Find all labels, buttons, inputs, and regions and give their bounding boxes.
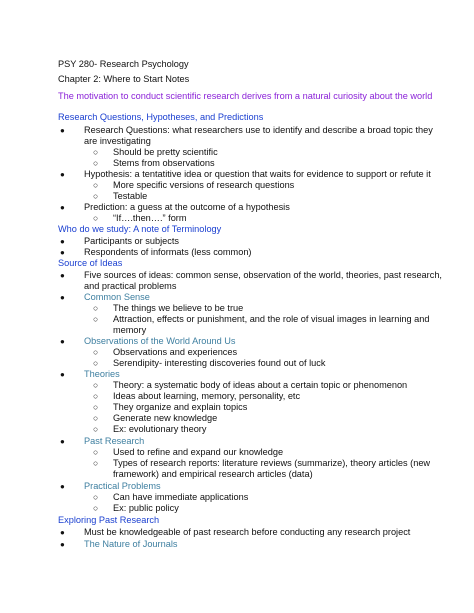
subheading-theories: Theories bbox=[84, 369, 120, 379]
bullet-hollow-icon: ○ bbox=[93, 191, 99, 201]
bullet-filled-icon: ● bbox=[60, 248, 65, 257]
bullet-filled-icon: ● bbox=[60, 437, 65, 446]
bullet-filled-icon: ● bbox=[60, 337, 65, 346]
sub-list-item: Serendipity- interesting discoveries found out of luck bbox=[113, 358, 326, 368]
bullet-hollow-icon: ○ bbox=[93, 424, 99, 434]
subheading-observations: Observations of the World Around Us bbox=[84, 336, 236, 346]
sub-list-item: Should be pretty scientific bbox=[113, 147, 218, 157]
list-item: Participants or subjects bbox=[84, 236, 179, 246]
bullet-hollow-icon: ○ bbox=[93, 147, 99, 157]
list-item: Five sources of ideas: common sense, observation of the world, theories, past research, bbox=[84, 270, 442, 280]
section-heading-exploring-past-research: Exploring Past Research bbox=[58, 515, 160, 525]
bullet-filled-icon: ● bbox=[60, 271, 65, 280]
sub-list-item: Ex: evolutionary theory bbox=[113, 424, 207, 434]
subheading-nature-of-journals: The Nature of Journals bbox=[84, 539, 178, 549]
bullet-filled-icon: ● bbox=[60, 237, 65, 246]
bullet-filled-icon: ● bbox=[60, 170, 65, 179]
sub-list-item: Can have immediate applications bbox=[113, 492, 249, 502]
list-item: Prediction: a guess at the outcome of a hypothesis bbox=[84, 202, 290, 212]
sub-list-item: Stems from observations bbox=[113, 158, 215, 168]
list-item: Hypothesis: a tentatitive idea or question that waits for evidence to support or refute it bbox=[84, 169, 431, 179]
chapter-title: Chapter 2: Where to Start Notes bbox=[58, 74, 190, 84]
subheading-past-research: Past Research bbox=[84, 436, 145, 446]
sub-list-item: Testable bbox=[113, 191, 148, 201]
sub-list-item: Attraction, effects or punishment, and the role of visual images in learning and bbox=[113, 314, 430, 324]
list-item: Must be knowledgeable of past research before conducting any research project bbox=[84, 527, 411, 537]
bullet-hollow-icon: ○ bbox=[93, 503, 99, 513]
sub-list-item: Observations and experiences bbox=[113, 347, 238, 357]
bullet-hollow-icon: ○ bbox=[93, 391, 99, 401]
subheading-common-sense: Common Sense bbox=[84, 292, 150, 302]
sub-list-item: Used to refine and expand our knowledge bbox=[113, 447, 284, 457]
subheading-practical-problems: Practical Problems bbox=[84, 481, 161, 491]
sub-list-item: Ex: public policy bbox=[113, 503, 179, 513]
bullet-hollow-icon: ○ bbox=[93, 347, 99, 357]
bullet-hollow-icon: ○ bbox=[93, 314, 99, 324]
list-item-continuation: are investigating bbox=[84, 136, 151, 146]
bullet-hollow-icon: ○ bbox=[93, 303, 99, 313]
bullet-hollow-icon: ○ bbox=[93, 358, 99, 368]
section-heading-who-we-study: Who do we study: A note of Terminology bbox=[58, 224, 222, 234]
sub-list-item: More specific versions of research questions bbox=[113, 180, 295, 190]
bullet-hollow-icon: ○ bbox=[93, 492, 99, 502]
bullet-hollow-icon: ○ bbox=[93, 180, 99, 190]
section-heading-source-of-ideas: Source of Ideas bbox=[58, 258, 123, 268]
list-item: Respondents of informats (less common) bbox=[84, 247, 252, 257]
bullet-hollow-icon: ○ bbox=[93, 458, 99, 468]
bullet-filled-icon: ● bbox=[60, 126, 65, 135]
sub-list-item-continuation: framework) and empirical research articles (data) bbox=[113, 469, 313, 479]
sub-list-item: Types of research reports: literature reviews (summarize), theory articles (new bbox=[113, 458, 431, 468]
sub-list-item: Ideas about learning, memory, personality, etc bbox=[113, 391, 301, 401]
motivation-statement: The motivation to conduct scientific research derives from a natural curiosity about the world bbox=[58, 91, 433, 101]
bullet-hollow-icon: ○ bbox=[93, 380, 99, 390]
bullet-hollow-icon: ○ bbox=[93, 402, 99, 412]
bullet-filled-icon: ● bbox=[60, 293, 65, 302]
sub-list-item-continuation: memory bbox=[113, 325, 147, 335]
bullet-filled-icon: ● bbox=[60, 482, 65, 491]
sub-list-item: Theory: a systematic body of ideas about a certain topic or phenomenon bbox=[113, 380, 408, 390]
bullet-hollow-icon: ○ bbox=[93, 213, 99, 223]
list-item-continuation: and practical problems bbox=[84, 281, 177, 291]
bullet-filled-icon: ● bbox=[60, 528, 65, 537]
bullet-filled-icon: ● bbox=[60, 203, 65, 212]
bullet-hollow-icon: ○ bbox=[93, 158, 99, 168]
list-item: Research Questions: what researchers use to identify and describe a broad topic they bbox=[84, 125, 433, 135]
sub-list-item: The things we believe to be true bbox=[113, 303, 244, 313]
bullet-hollow-icon: ○ bbox=[93, 447, 99, 457]
bullet-filled-icon: ● bbox=[60, 540, 65, 549]
bullet-hollow-icon: ○ bbox=[93, 413, 99, 423]
section-heading-research-questions: Research Questions, Hypotheses, and Predictions bbox=[58, 112, 264, 122]
course-title: PSY 280- Research Psychology bbox=[58, 59, 189, 69]
sub-list-item: “If….then….” form bbox=[113, 213, 187, 223]
sub-list-item: They organize and explain topics bbox=[113, 402, 248, 412]
bullet-filled-icon: ● bbox=[60, 370, 65, 379]
sub-list-item: Generate new knowledge bbox=[113, 413, 218, 423]
